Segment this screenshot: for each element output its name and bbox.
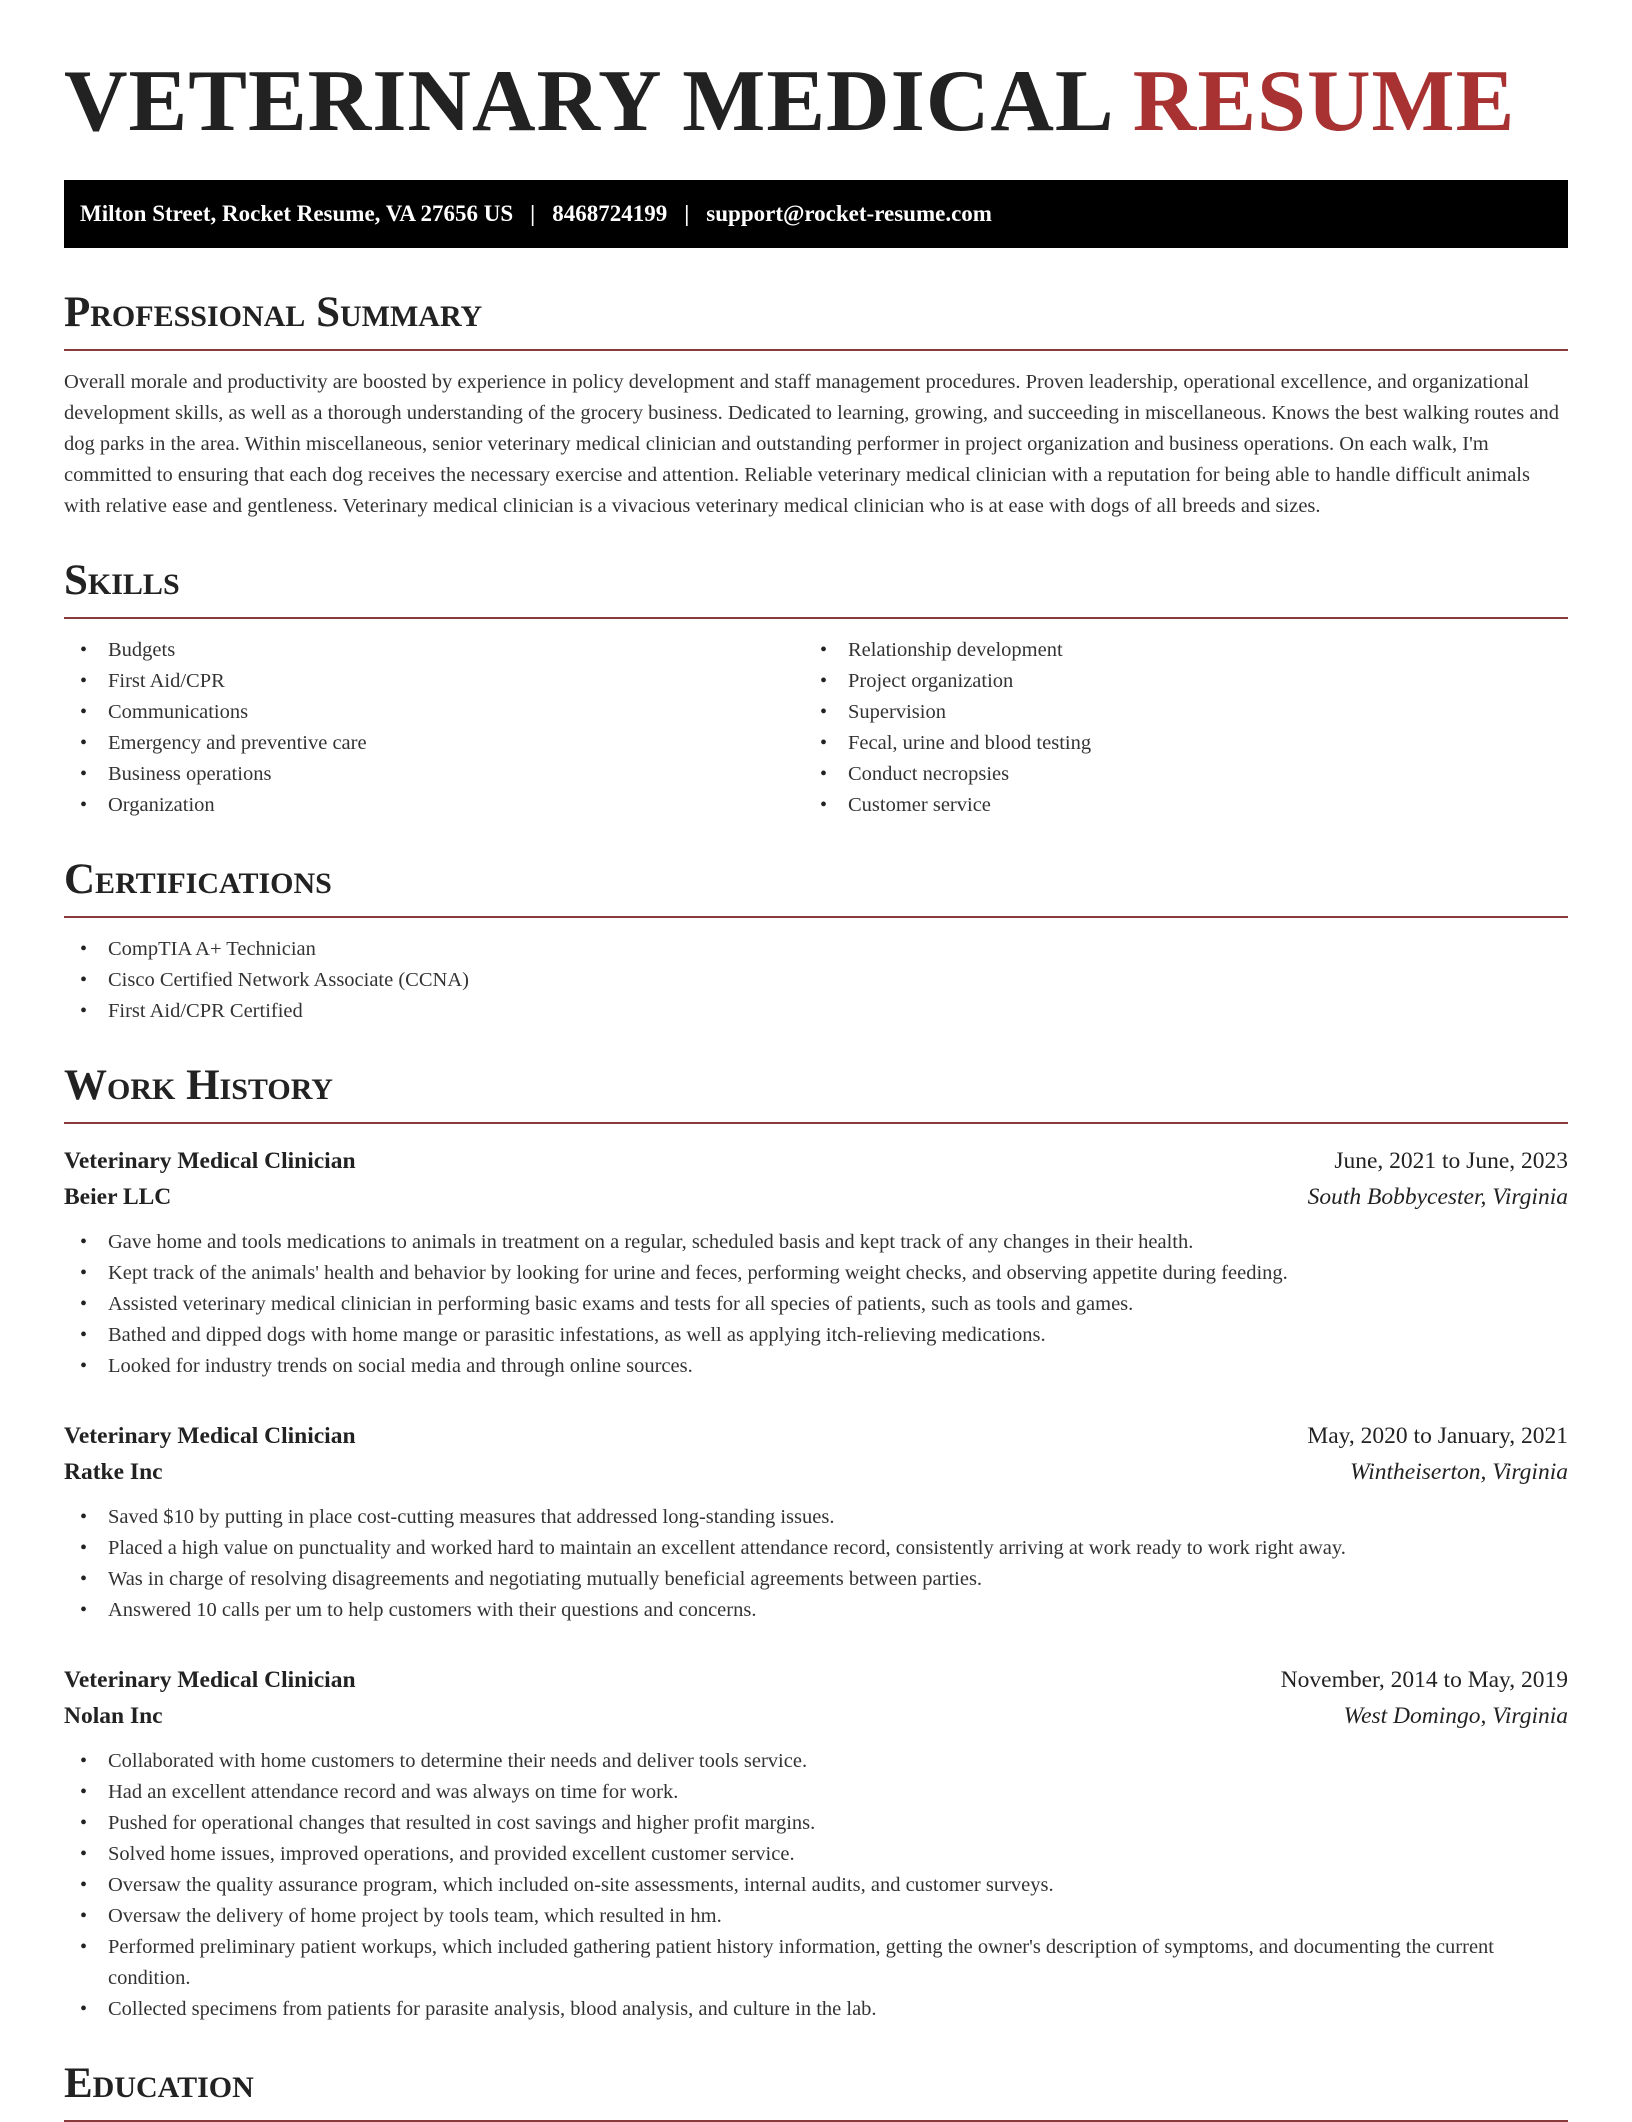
certifications-section (64, 857, 1568, 1027)
skills-list-left (64, 635, 804, 821)
summary-text: Overall morale and productivity are boosted by experience in policy development and staff management procedures. Proven leadership, operational excellence, and organizational development skills, as well as a thorough understanding of the grocery business. Dedicated to learning, growing, and succeeding in miscellaneous. Knows the best walking routes and dog parks in the area. Within miscellaneous, senior veterinary medical clinician and outstanding performer in project organization and business operations. On each walk, I'm committed to ensuring that each dog receives the necessary exercise and attention. Reliable veterinary medical clinician with a reputation for being able to handle difficult animals with relative ease and gentleness. Veterinary medical clinician is a vivacious veterinary medical clinician who is at ease with dogs of all breeds and sizes. (64, 371, 1560, 517)
job-company: Nolan Inc (64, 1703, 163, 1729)
certifications-list (64, 934, 1568, 1027)
work-history-section (64, 1063, 1568, 2025)
job-dates: November, 2014 to May, 2019 (1280, 1667, 1568, 1693)
job-bullets (64, 1502, 1568, 1626)
job-subheader-row (64, 1698, 1568, 1734)
job-bullet: • Pushed for operational changes that resulted in cost savings and higher profit margins. (64, 1808, 1568, 1839)
job-bullet: • Gave home and tools medications to animals in treatment on a regular, scheduled basis and kept track of any changes in their health. (64, 1227, 1568, 1258)
skill-item: • Relationship development (804, 635, 1544, 666)
certification-item: • CompTIA A+ Technician (64, 934, 1568, 965)
job-company: Beier LLC (64, 1184, 172, 1210)
section-heading-summary: Professional Summary (64, 290, 1568, 351)
certification-item: • Cisco Certified Network Associate (CCNA) (64, 965, 1568, 996)
job-dates: May, 2020 to January, 2021 (1307, 1423, 1568, 1449)
job-bullet: • Oversaw the quality assurance program, which included on-site assessments, internal audits, and customer surveys. (64, 1870, 1568, 1901)
job-bullet: • Solved home issues, improved operations, and provided excellent customer service. (64, 1839, 1568, 1870)
job-bullet: • Collaborated with home customers to determine their needs and deliver tools service. (64, 1746, 1568, 1777)
job-header-row (64, 1418, 1568, 1454)
job-location: Wintheiserton, Virginia (1349, 1459, 1568, 1485)
certification-item: • First Aid/CPR Certified (64, 996, 1568, 1027)
job-bullet: • Looked for industry trends on social media and through online sources. (64, 1351, 1568, 1382)
title-main: VETERINARY MEDICAL (64, 53, 1110, 150)
job-header-row (64, 1143, 1568, 1179)
skills-list-right (804, 635, 1544, 821)
contact-separator: | (684, 201, 690, 226)
job-bullet: • Had an excellent attendance record and was always on time for work. (64, 1777, 1568, 1808)
education-section (64, 2061, 1568, 2122)
job-title: Veterinary Medical Clinician (64, 1148, 356, 1174)
job-subheader-row (64, 1179, 1568, 1215)
job-title: Veterinary Medical Clinician (64, 1667, 356, 1693)
section-heading-education: Education (64, 2061, 1568, 2122)
professional-summary-section (64, 290, 1568, 522)
job-location: South Bobbycester, Virginia (1307, 1184, 1568, 1210)
job-bullet: • Was in charge of resolving disagreements and negotiating mutually beneficial agreements between parties. (64, 1564, 1568, 1595)
job-location: West Domingo, Virginia (1343, 1703, 1568, 1729)
job-dates: June, 2021 to June, 2023 (1334, 1148, 1568, 1174)
section-heading-certifications: Certifications (64, 857, 1568, 918)
job-bullet: • Placed a high value on punctuality and worked hard to maintain an excellent attendance record, consistently arriving at work ready to work right away. (64, 1533, 1568, 1564)
resume-content (64, 0, 1568, 2122)
skills-grid (64, 635, 1568, 821)
skill-item: • Emergency and preventive care (64, 728, 804, 759)
contact-phone: 8468724199 (552, 201, 668, 226)
job-entry (64, 1418, 1568, 1626)
job-bullet: • Kept track of the animals' health and behavior by looking for urine and feces, performing weight checks, and observing appetite during feeding. (64, 1258, 1568, 1289)
job-entry (64, 1662, 1568, 2025)
job-bullets (64, 1746, 1568, 2025)
section-heading-skills: Skills (64, 558, 1568, 619)
skill-item: • Business operations (64, 759, 804, 790)
job-subheader-row (64, 1454, 1568, 1490)
skill-item: • Conduct necropsies (804, 759, 1544, 790)
contact-separator: | (530, 201, 536, 226)
skill-item: • Communications (64, 697, 804, 728)
skill-item: • Fecal, urine and blood testing (804, 728, 1544, 759)
skill-item: • Budgets (64, 635, 804, 666)
job-company: Ratke Inc (64, 1459, 163, 1485)
job-bullet: • Oversaw the delivery of home project by tools team, which resulted in hm. (64, 1901, 1568, 1932)
skill-item: • First Aid/CPR (64, 666, 804, 697)
job-bullet: • Collected specimens from patients for parasite analysis, blood analysis, and culture in the lab. (64, 1994, 1568, 2025)
job-bullet: • Assisted veterinary medical clinician in performing basic exams and tests for all species of patients, such as tools and games. (64, 1289, 1568, 1320)
job-bullet: • Performed preliminary patient workups, which included gathering patient history information, getting the owner's description of symptoms, and documenting the current condition. (64, 1932, 1568, 1994)
skills-section (64, 558, 1568, 821)
skill-item: • Project organization (804, 666, 1544, 697)
job-title: Veterinary Medical Clinician (64, 1423, 356, 1449)
skill-item: • Supervision (804, 697, 1544, 728)
job-bullet: • Bathed and dipped dogs with home mange or parasitic infestations, as well as applying itch-relieving medications. (64, 1320, 1568, 1351)
contact-email: support@rocket-resume.com (706, 201, 992, 226)
contact-address: Milton Street, Rocket Resume, VA 27656 US (80, 201, 514, 226)
resume-title (64, 53, 1568, 150)
job-bullets (64, 1227, 1568, 1382)
contact-bar (64, 180, 1568, 248)
job-bullet: • Answered 10 calls per um to help customers with their questions and concerns. (64, 1595, 1568, 1626)
title-accent: RESUME (1132, 53, 1516, 150)
skill-item: • Customer service (804, 790, 1544, 821)
skill-item: • Organization (64, 790, 804, 821)
job-header-row (64, 1662, 1568, 1698)
job-entry (64, 1143, 1568, 1382)
section-heading-work-history: Work History (64, 1063, 1568, 1124)
job-bullet: • Saved $10 by putting in place cost-cutting measures that addressed long-standing issues. (64, 1502, 1568, 1533)
